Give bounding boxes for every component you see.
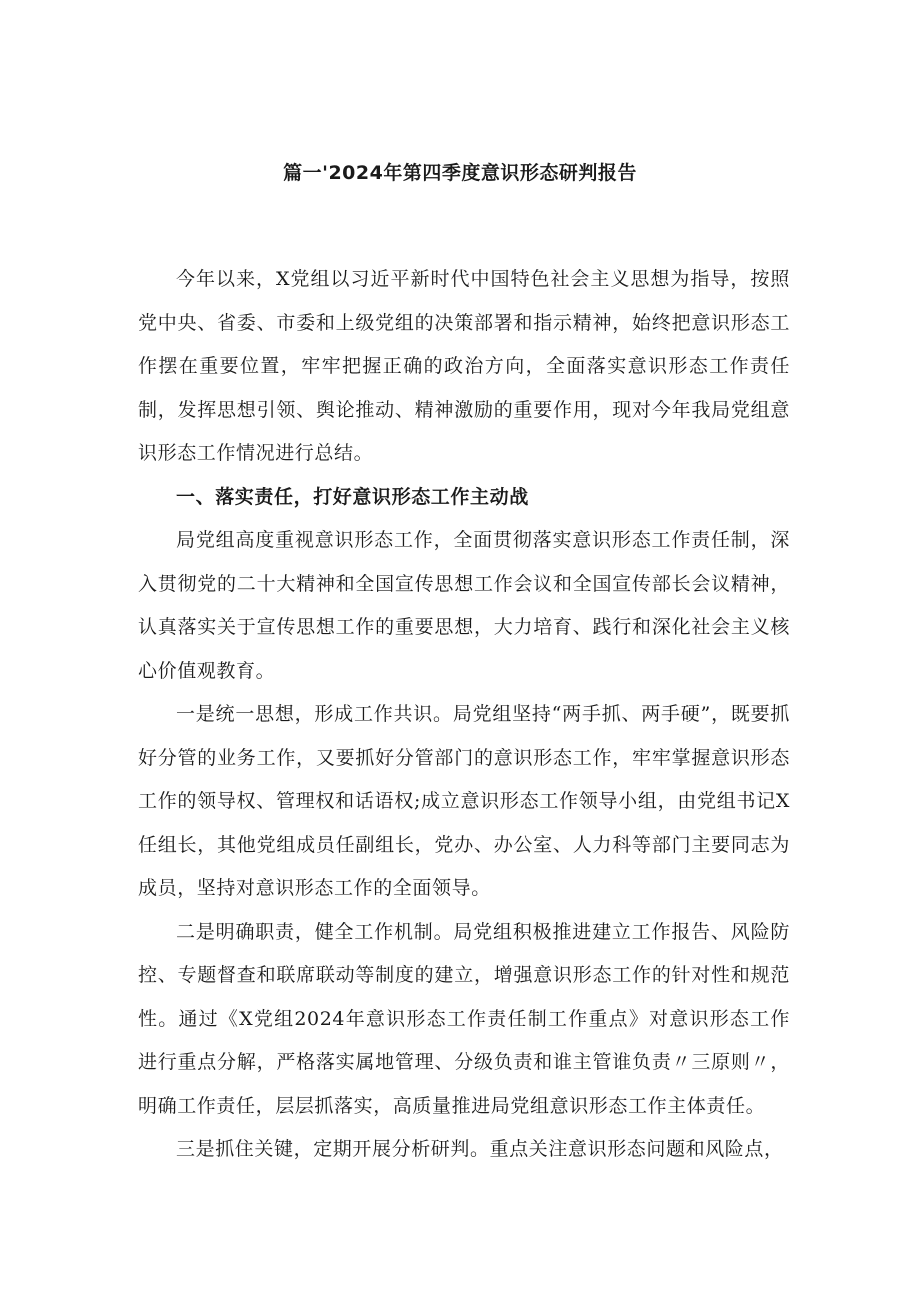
document-title: 篇一'2024年第四季度意识形态研判报告	[283, 162, 637, 184]
section-heading-1: 一、落实责任，打好意识形态工作主动战	[176, 485, 529, 508]
paragraph-point-1: 一是统一思想，形成工作共识。局党组坚持“两手抓、两手硬”，既要抓好分管的业务工作，又要抓好分管部门的意识形态工作，牢牢掌握意识形态工作的领导权、管理权和话语权;成立意识形态工作领导小组，由党组书记X任组长，其他党组成员任副组长，党办、办公室、人力科等部门主要同志为成员，坚持对意识形态工作的全面领导。	[138, 703, 790, 899]
document-body	[138, 258, 790, 1172]
paragraph-point-3: 三是抓住关键，定期开展分析研判。重点关注意识形态问题和风险点，	[176, 1138, 784, 1160]
paragraph-point-2: 二是明确职责，健全工作机制。局党组积极推进建立工作报告、风险防控、专题督查和联席联动等制度的建立，增强意识形态工作的针对性和规范性。通过《X党组2024年意识形态工作责任制工作重点》对意识形态工作进行重点分解，严格落实属地管理、分级负责和谁主管谁负责〃三原则〃，明确工作责任，层层抓落实，高质量推进局党组意识形态工作主体责任。	[138, 920, 790, 1117]
paragraph-intro: 今年以来，X党组以习近平新时代中国特色社会主义思想为指导，按照党中央、省委、市委和上级党组的决策部署和指示精神，始终把意识形态工作摆在重要位置，牢牢把握正确的政治方向，全面落实意识形态工作责任制，发挥思想引领、舆论推动、精神激励的重要作用，现对今年我局党组意识形态工作情况进行总结。	[138, 268, 790, 464]
paragraph-section-1-overview: 局党组高度重视意识形态工作，全面贯彻落实意识形态工作责任制，深入贯彻党的二十大精神和全国宣传思想工作会议和全国宣传部长会议精神，认真落实关于宣传思想工作的重要思想，大力培育、践行和深化社会主义核心价值观教育。	[138, 529, 790, 682]
